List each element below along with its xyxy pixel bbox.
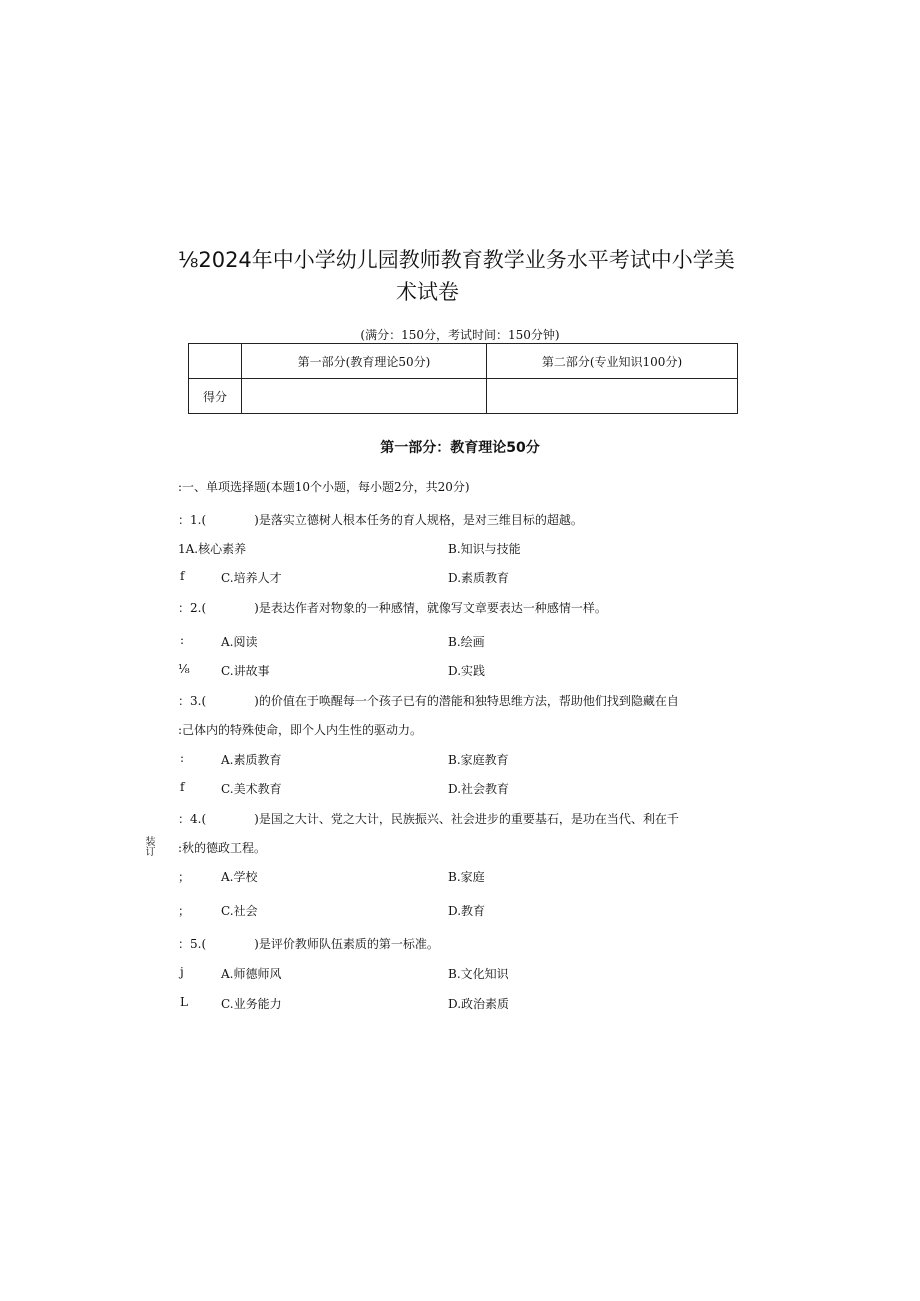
margin-mark: f	[180, 780, 185, 794]
score-table	[188, 343, 738, 414]
score-table-header-row	[189, 344, 738, 379]
score-table-part1-header: 第一部分(教育理论50分)	[242, 344, 487, 379]
score-table-corner	[189, 344, 242, 379]
question-4-stem-cont: :秋的德政工程。	[178, 841, 267, 855]
margin-mark: ⅛	[178, 662, 190, 676]
question-1-stem: ：1.( )是落实立德树人根本任务的育人规格，是对三维目标的超越。	[178, 513, 583, 527]
question-3-option-b: B.家庭教育	[448, 753, 509, 767]
question-2-option-b: B.绘画	[448, 635, 485, 649]
score-table-part1-score[interactable]	[242, 379, 487, 414]
question-3-stem-cont: :己体内的特殊使命，即个人内生性的驱动力。	[178, 723, 423, 737]
score-info: (满分：150分，考试时间：150分钟)	[360, 328, 560, 342]
question-2-option-a: A.阅读	[221, 635, 258, 649]
margin-mark: ；	[178, 904, 191, 918]
question-5-option-b: B.文化知识	[448, 967, 509, 981]
exam-title-line2: 术试卷	[396, 280, 459, 304]
question-1-option-a: 1A.核心素养	[178, 542, 247, 556]
margin-mark: ；	[178, 870, 191, 884]
question-2-stem: ：2.( )是表达作者对物象的一种感情，就像写文章要表达一种感情一样。	[178, 601, 607, 615]
question-5-option-d: D.政治素质	[448, 997, 510, 1011]
question-3-option-a: A.素质教育	[221, 753, 282, 767]
margin-mark: :	[180, 751, 185, 765]
margin-mark: f	[180, 569, 185, 583]
exam-title	[178, 244, 758, 308]
section-title: 第一部分：教育理论50分	[380, 440, 540, 456]
question-2-option-c: C.讲故事	[221, 664, 270, 678]
part-heading: :一、单项选择题(本题10个小题，每小题2分，共20分)	[178, 480, 470, 494]
binding-margin-text: 装订	[143, 836, 154, 856]
score-table-row-label: 得分	[189, 379, 242, 414]
question-4-option-c: C.社会	[221, 904, 258, 918]
exam-title-line1: ⅛2024年中小学幼儿园教师教育教学业务水平考试中小学美	[178, 248, 735, 272]
question-5-option-c: C.业务能力	[221, 997, 282, 1011]
score-table-part2-header: 第二部分(专业知识100分)	[487, 344, 738, 379]
question-4-option-b: B.家庭	[448, 870, 485, 884]
score-table-part2-score[interactable]	[487, 379, 738, 414]
margin-mark: j	[180, 965, 184, 979]
question-1-option-b: B.知识与技能	[448, 542, 521, 556]
question-4-option-a: A.学校	[221, 870, 258, 884]
question-3-stem: ：3.( )的价值在于唤醒每一个孩子已有的潜能和独特思维方法，帮助他们找到隐藏在自	[178, 694, 679, 708]
question-4-stem: ：4.( )是国之大计、党之大计，民族振兴、社会进步的重要基石，是功在当代、利在千	[178, 812, 679, 826]
question-1-option-c: C.培养人才	[221, 571, 282, 585]
question-4-option-d: D.教育	[448, 904, 486, 918]
question-3-option-c: C.美术教育	[221, 782, 282, 796]
question-3-option-d: D.社会教育	[448, 782, 510, 796]
question-5-option-a: A.师德师风	[221, 967, 282, 981]
question-2-option-d: D.实践	[448, 664, 486, 678]
margin-mark: L	[180, 995, 188, 1009]
question-1-option-d: D.素质教育	[448, 571, 510, 585]
question-5-stem: ：5.( )是评价教师队伍素质的第一标准。	[178, 937, 439, 951]
score-table-score-row	[189, 379, 738, 414]
margin-mark: :	[180, 633, 185, 647]
